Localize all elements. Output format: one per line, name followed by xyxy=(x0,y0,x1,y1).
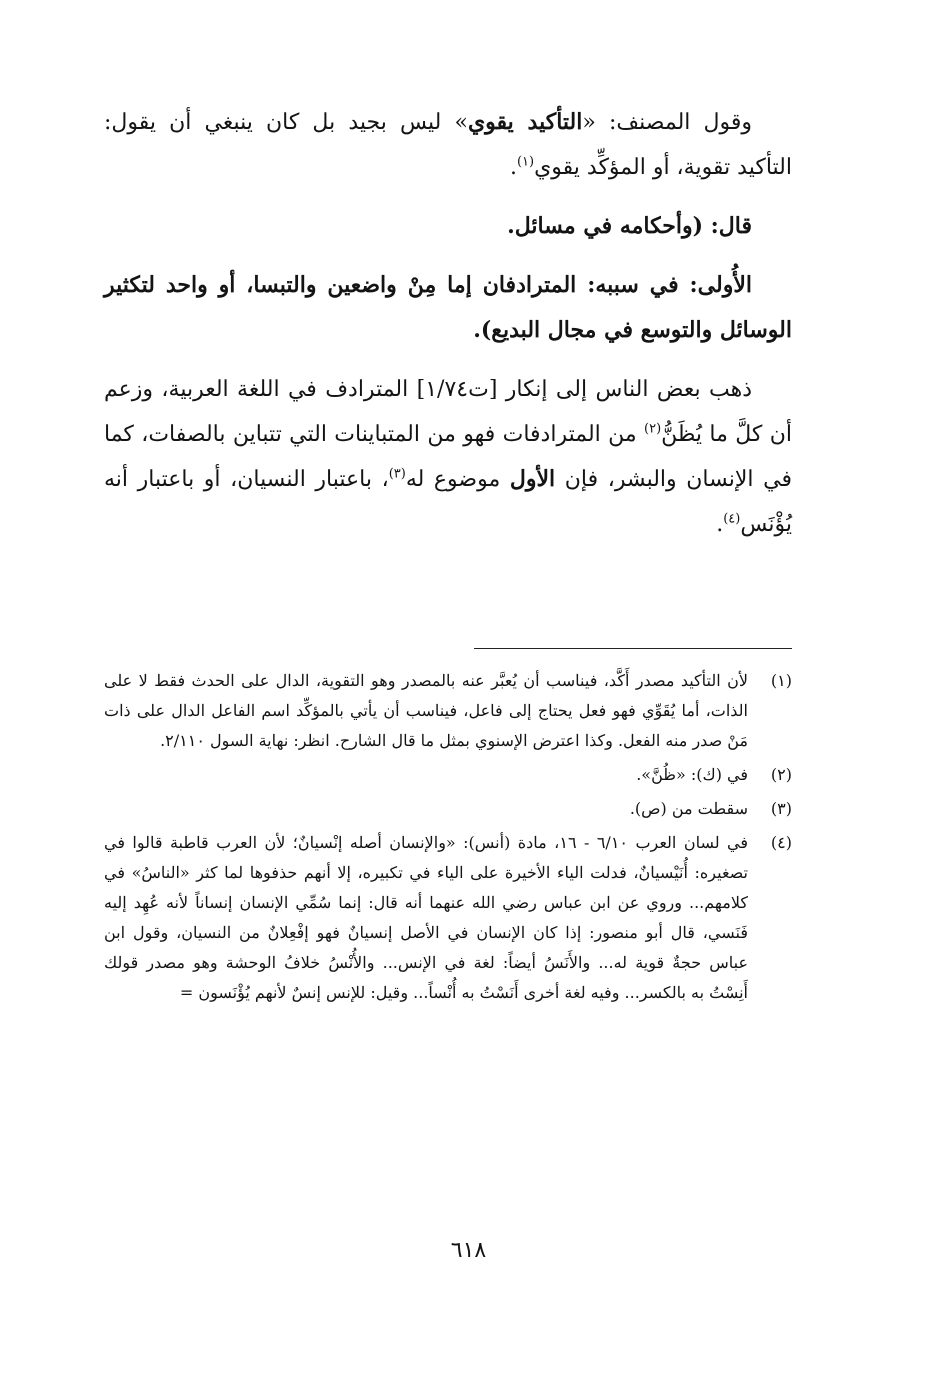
footnote-text: لأن التأكيد مصدر أَكَّد، فيناسب أن يُعبَّر عنه بالمصدر وهو التقوية، الدال على الحدث فقط لا على الذات، أما يُقَوِّي فهو فعل يحتاج إلى فاعل، فيناسب أن يأتي بالمؤكِّد اسم الفاعل الدال على ذات مَنْ صدر منه الفعل. وكذا اعترض الإسنوي بمثل ما قال الشارح. انظر: نهاية السول ٢/١١٠. xyxy=(104,671,748,750)
paragraph-1 xyxy=(104,100,792,190)
footnote-4 xyxy=(104,828,792,1008)
footnote-number: (٤) xyxy=(770,833,792,852)
footnote-ref-2[interactable]: (٢) xyxy=(644,421,662,437)
p4-text-b: من المترادفات فهو من المتباينات التي تتباين بالصفات، كما في الإنسان والبشر، فإن xyxy=(104,422,792,492)
paragraph-4 xyxy=(104,367,792,547)
footnote-3 xyxy=(104,794,792,824)
paragraph-3-bold: الأُولى: في سببه: المترادفان إما مِنْ واضعين والتبسا، أو واحد لتكثير الوسائل والتوسع في مجال البديع). xyxy=(104,272,792,343)
footnote-text: في لسان العرب ٦/١٠ - ١٦، مادة (أنس): «والإنسان أصله إنْسيانٌ؛ لأن العرب قاطبة قالوا في تصغيره: أُنَيْسيانٌ، فدلت الياء الأخيرة على الياء في تكبيره، إلا أنهم حذفوها لما كثر «الناسُ» في كلامهم... وروي عن ابن عباس رضي الله عنهما أنه قال: إنما سُمِّي الإنسان إنساناً لأنه عُهِد إليه فَنَسي، قال أبو منصور: إذا كان الإنسان في الأصل إنسيانٌ فهو إفْعِلانٌ من النسيان، وقول ابن عباس حجةٌ قوية له... والأَنَسُ أيضاً: لغة في الإنس... والأُنْسُ خلافُ الوحشة وهو مصدر قولك أَنِسْتُ به بالكسر... وفيه لغة أخرى أَنَسْتُ به أُنْساً... وقيل: للإنس إنسٌ لأنهم يُؤْنَسون = xyxy=(104,833,749,1002)
p1-end: . xyxy=(509,155,517,180)
footnote-ref-4[interactable]: (٤) xyxy=(723,511,741,527)
p1-text-a: وقول المصنف: « xyxy=(582,110,752,135)
footnote-number: (١) xyxy=(770,671,792,690)
paragraph-2-heading: قال: (وأحكامه في مسائل. xyxy=(507,213,752,239)
footnote-ref-1[interactable]: (١) xyxy=(516,154,535,170)
p4-text-a: ذهب بعض الناس إلى إنكار [ت١/٧٤] المترادف في اللغة العربية، وزعم أن كلَّ ما يُظَنُّ xyxy=(104,377,792,447)
footnote-separator xyxy=(474,648,792,649)
p1-quoted-bold: التأكيد يقوي xyxy=(467,109,583,135)
p1-text-c: » ليس بجيد بل كان ينبغي أن يقول: التأكيد تقوية، أو المؤكِّد يقوي xyxy=(104,110,792,180)
footnote-ref-3[interactable]: (٣) xyxy=(388,466,406,482)
footnote-2 xyxy=(104,760,792,790)
p4-text-c: موضوع له xyxy=(405,467,510,492)
footnotes xyxy=(104,666,792,1012)
main-text xyxy=(104,100,792,547)
footnote-text: في (ك): «ظُنَّ». xyxy=(636,765,748,784)
page-number: ٦١٨ xyxy=(450,1238,487,1263)
footnote-number: (٢) xyxy=(770,765,792,784)
footnote-1 xyxy=(104,666,792,756)
footnote-text: سقطت من (ص). xyxy=(629,799,748,818)
p4-end: . xyxy=(716,512,724,537)
p4-text-d: ، باعتبار النسيان، أو باعتبار أنه يُؤْنَس xyxy=(104,467,792,537)
footnote-number: (٣) xyxy=(770,799,792,818)
p4-bold-word: الأول xyxy=(509,466,556,492)
